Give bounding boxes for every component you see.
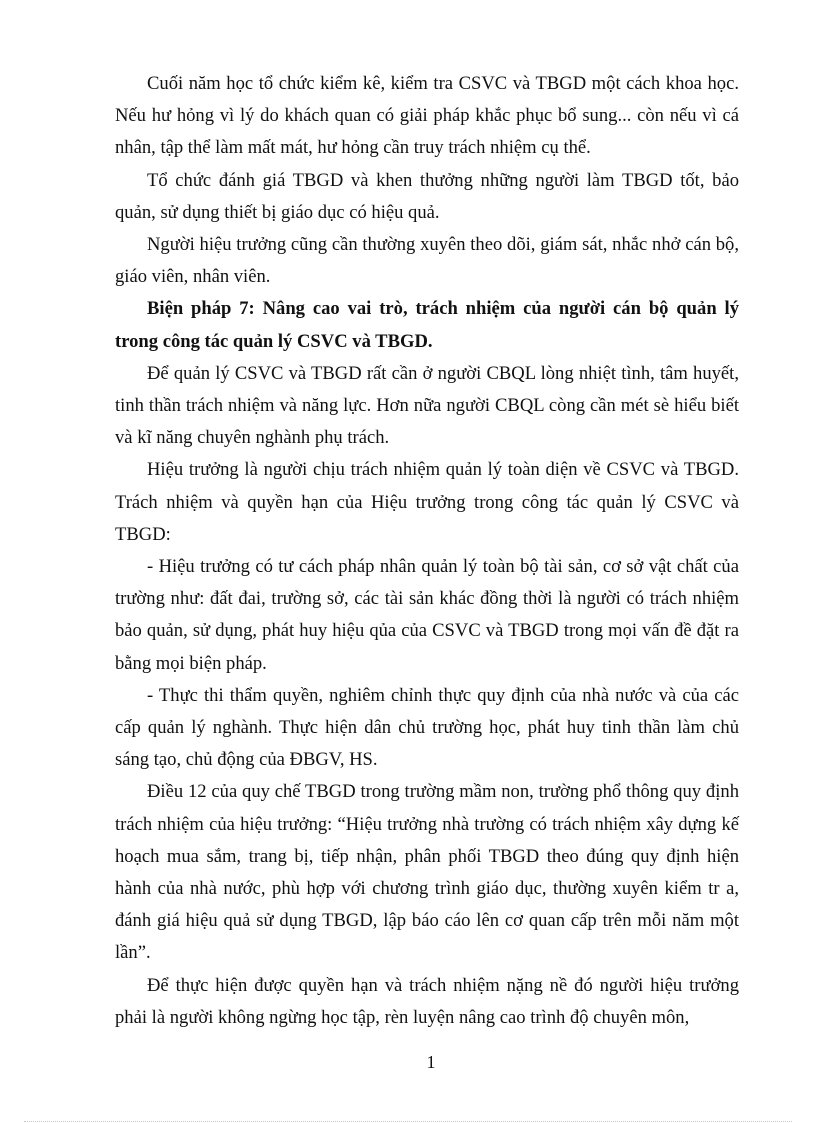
section-heading-measure-7: Biện pháp 7: Nâng cao vai trò, trách nhiệm của người cán bộ quản lý trong công tác quản lý CSVC và TBGD. [115, 298, 739, 352]
paragraph-supervision: Người hiệu trưởng cũng cần thường xuyên theo dõi, giám sát, nhắc nhở cán bộ, giáo viên, nhân viên. [115, 234, 739, 288]
paragraph-manager-qualities: Để quản lý CSVC và TBGD rất cần ở người CBQL lòng nhiệt tình, tâm huyết, tinh thần trách nhiệm và năng lực. Hơn nữa người CBQL còng cần mét sè hiểu biết và kĩ năng chuyên nghành phụ trách. [115, 362, 739, 449]
list-item-legal-entity: - Hiệu trưởng có tư cách pháp nhân quản lý toàn bộ tài sản, cơ sở vật chất của trường như: đất đai, trường sở, các tài sản khác đồng thời là người có trách nhiệm bảo quản, sử dụng, phát huy hiệu qủa của CSVC và TBGD trong mọi vấn đề đặt ra bằng mọi biện pháp. [115, 556, 739, 674]
page-number: 1 [426, 1052, 436, 1072]
paragraph-principal-responsibility: Hiệu trưởng là người chịu trách nhiệm quản lý toàn diện về CSVC và TBGD. Trách nhiệm và quyền hạn của Hiệu trưởng trong công tác quản lý CSVC và TBGD: [115, 459, 739, 545]
page-bottom-divider [24, 1121, 792, 1122]
paragraph-article-12: Điều 12 của quy chế TBGD trong trường mầm non, trường phổ thông quy định trách nhiệm của hiệu trưởng: “Hiệu trưởng nhà trường có trách nhiệm xây dựng kế hoạch mua sắm, trang bị, tiếp nhận, phân phối TBGD theo đúng quy định hiện hành của nhà nước, phù hợp với chương trình giáo dục, thường xuyên kiểm tr a, đánh giá hiệu quả sử dụng TBGD, lập báo cáo lên cơ quan cấp trên mỗi năm một lần”. [115, 781, 739, 964]
paragraph-continuous-learning: Để thực hiện được quyền hạn và trách nhiệm nặng nề đó người hiệu trưởng phải là người không ngừng học tập, rèn luyện nâng cao trình độ chuyên môn, [115, 974, 739, 1028]
paragraph-evaluation-reward: Tổ chức đánh giá TBGD và khen thưởng những người làm TBGD tốt, bảo quản, sử dụng thiết bị giáo dục có hiệu quả. [115, 169, 739, 223]
document-page [115, 68, 739, 1034]
paragraph-inventory: Cuối năm học tổ chức kiểm kê, kiểm tra CSVC và TBGD một cách khoa học. Nếu hư hỏng vì lý do khách quan có giải pháp khắc phục bổ sung... còn nếu vì cá nhân, tập thể làm mất mát, hư hỏng cần truy trách nhiệm cụ thể. [115, 73, 739, 159]
list-item-authority: - Thực thi thẩm quyền, nghiêm chỉnh thực quy định của nhà nước và của các cấp quản lý nghành. Thực hiện dân chủ trường học, phát huy tinh thần làm chủ sáng tạo, chủ động của ĐBGV, HS. [115, 684, 739, 771]
